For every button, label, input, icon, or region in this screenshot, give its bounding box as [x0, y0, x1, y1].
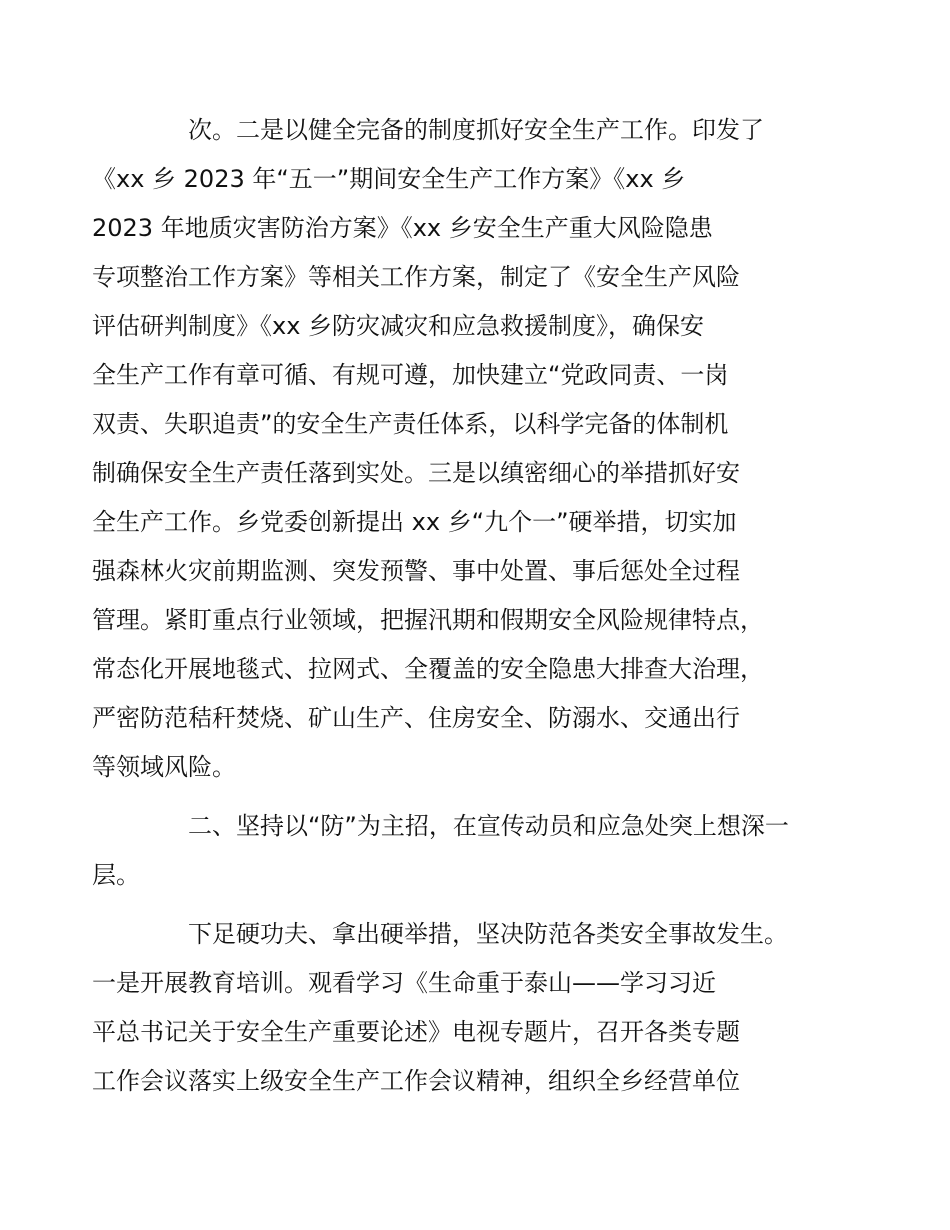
text-line: 全生产工作有章可循、有规可遵，加快建立“党政同责、一岗 [92, 361, 729, 389]
text-line: 层。 [92, 861, 140, 889]
text-line: 一是开展教育培训。观看学习《生命重于泰山——学习习近 [92, 969, 716, 997]
text-line: 专项整治工作方案》等相关工作方案，制定了《安全生产风险 [92, 263, 740, 291]
paragraph-safety-system [92, 106, 830, 792]
text-line: 《xx 乡 2023 年“五一”期间安全生产工作方案》《xx 乡 [92, 165, 686, 193]
text-line: 严密防范秸秆焚烧、矿山生产、住房安全、防溺水、交通出行 [92, 704, 740, 732]
text-line: 下足硬功夫、拿出硬举措，坚决防范各类安全事故发生。 [188, 920, 788, 948]
text-line: 平总书记关于安全生产重要论述》电视专题片，召开各类专题 [92, 1018, 740, 1046]
document-body [92, 106, 830, 1106]
text-line: 等领域风险。 [92, 753, 236, 781]
text-line: 强森林火灾前期监测、突发预警、事中处置、事后惩处全过程 [92, 557, 740, 585]
paragraph-education-training [92, 910, 830, 1106]
text-line: 次。二是以健全完备的制度抓好安全生产工作。印发了 [188, 116, 764, 144]
text-line: 工作会议落实上级安全生产工作会议精神，组织全乡经营单位 [92, 1067, 740, 1095]
text-line: 评估研判制度》《xx 乡防灾减灾和应急救援制度》，确保安 [92, 312, 705, 340]
section-heading-prevention [92, 802, 830, 900]
text-line: 2023 年地质灾害防治方案》《xx 乡安全生产重大风险隐患 [92, 214, 713, 242]
text-line: 全生产工作。乡党委创新提出 xx 乡“九个一”硬举措，切实加 [92, 508, 737, 536]
text-line: 制确保安全生产责任落到实处。三是以缜密细心的举措抓好安 [92, 459, 740, 487]
text-line: 二、坚持以“防”为主招，在宣传动员和应急处突上想深一 [188, 812, 789, 840]
text-line: 双责、失职追责”的安全生产责任体系，以科学完备的体制机 [92, 410, 729, 438]
text-line: 管理。紧盯重点行业领域，把握汛期和假期安全风险规律特点， [92, 606, 764, 634]
text-line: 常态化开展地毯式、拉网式、全覆盖的安全隐患大排查大治理， [92, 655, 764, 683]
